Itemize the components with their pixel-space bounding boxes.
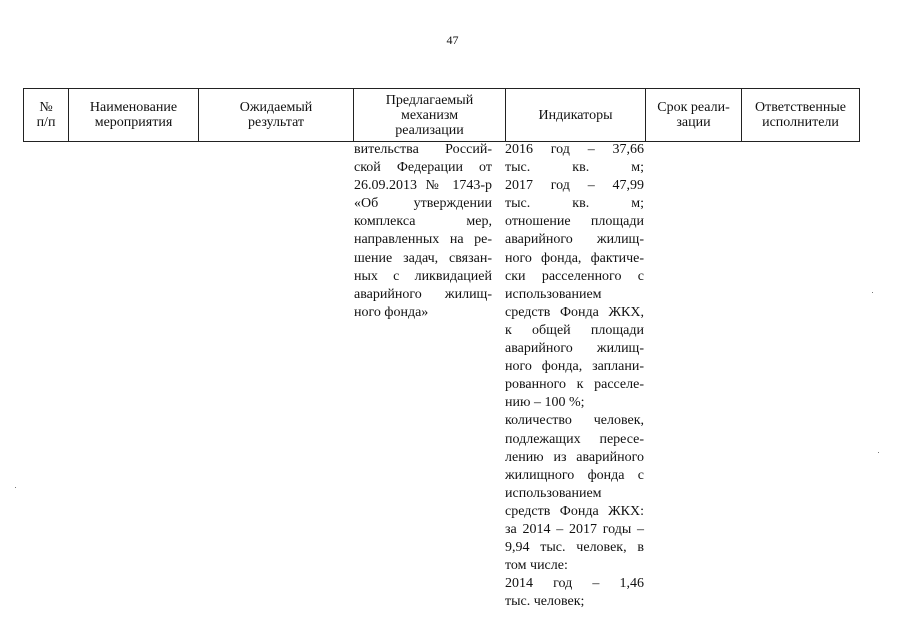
header-line: механизм [400,107,459,123]
header-cell-mechanism [354,89,506,142]
header-line: Ответственные [755,100,846,115]
header-line: зации [676,115,711,130]
scan-speck [15,487,16,488]
text-line: шение задач, связан- [354,250,492,266]
text-line: ного фонда, фактиче- [505,250,644,266]
scan-speck [872,292,873,293]
header-line: Ожидаемый [239,100,313,115]
text-line: ски расселенного с [505,268,644,284]
header-line: результат [247,115,305,130]
text-line: использованием [505,286,602,302]
text-line: направленных на ре- [354,232,492,248]
text-line: средств Фонда ЖКХ, [505,304,644,320]
header-cell-result [199,89,354,142]
header-line: мероприятия [94,115,173,130]
header-cell-indicators [506,89,646,142]
text-line: ных с ликвидацией [354,268,492,284]
header-line: Предлагаемый [385,92,474,108]
text-line: 2016 год – 37,66 [505,142,644,157]
header-cell-responsible [742,89,860,142]
header-cell-deadline [646,89,742,142]
text-line: ской Федерации от [354,160,492,176]
text-line: 26.09.2013 № 1743-р [354,178,492,194]
text-line: «Об утверждении [354,196,492,212]
text-line: за 2014 – 2017 годы – [505,521,644,537]
indicators-text [505,141,644,611]
text-line: том числе: [505,558,568,574]
text-line: комплекса мер, [354,214,492,230]
text-line: ного фонда» [354,304,429,320]
scan-speck [878,452,879,453]
text-line: аварийного жилищ- [354,286,492,302]
text-line: к общей площади [505,322,644,338]
text-line: рованного к расселе- [505,377,644,393]
text-line: аварийного жилищ- [505,232,644,248]
text-line: отношение площади [505,214,644,230]
header-cell-name [69,89,199,142]
header-cell-number [24,89,69,142]
header-line: п/п [36,115,56,130]
text-line: жилищного фонда с [505,467,644,483]
table-header-row [24,89,860,142]
mechanism-text [354,141,492,322]
header-line: Срок реали- [657,100,730,115]
page-number: 47 [446,33,459,47]
text-line: тыс. кв. м; [505,196,644,212]
text-line: нию – 100 %; [505,395,585,411]
text-line: подлежащих пересе- [505,431,644,447]
text-line: аварийного жилищ- [505,341,644,357]
header-line: реализации [395,122,464,138]
text-line: тыс. кв. м; [505,160,644,176]
header-line: № [39,100,53,115]
text-line: ного фонда, заплани- [505,359,644,375]
text-line: лению из аварийного [505,449,644,465]
header-line: исполнители [762,115,839,130]
text-line: 2014 год – 1,46 [505,576,644,592]
header-line: Индикаторы [538,107,613,123]
text-line: использованием [505,485,602,501]
text-line: средств Фонда ЖКХ: [505,503,644,519]
text-line: 9,94 тыс. человек, в [505,540,644,556]
text-line: количество человек, [505,413,644,429]
header-line: Наименование [89,100,178,115]
table-header [23,88,860,142]
text-line: 2017 год – 47,99 [505,178,644,194]
text-line: вительства Россий- [354,142,492,157]
text-line: тыс. человек; [505,594,585,610]
